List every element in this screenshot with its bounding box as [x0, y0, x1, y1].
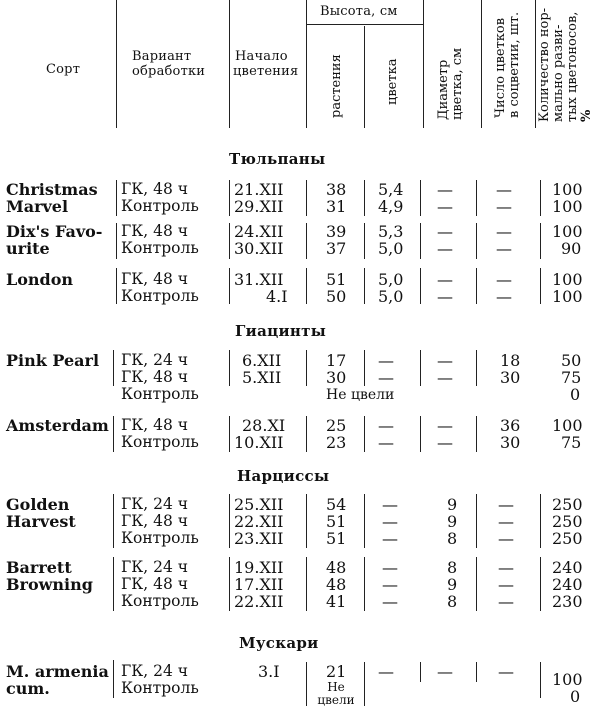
flower-cell: — [382, 558, 398, 577]
row-divider [540, 662, 541, 698]
row-divider [306, 494, 307, 548]
row-divider [229, 494, 230, 548]
row-divider [364, 180, 365, 216]
sort-cell: Pink Pearl [6, 351, 100, 370]
flower-cell: — [378, 351, 394, 370]
plant-cell: 31 [326, 197, 347, 216]
header-variant-2: обработки [132, 64, 206, 79]
sort-cell: Harvest [6, 512, 76, 531]
variant-cell: ГК, 48 ч [121, 270, 189, 288]
header-start-1: Начало [235, 49, 288, 64]
quantity-cell: 100 [552, 222, 583, 241]
count-cell: — [498, 592, 514, 611]
row-divider [306, 557, 307, 611]
sort-cell: Golden [6, 495, 70, 514]
header-quantity: Количество нор- мально разви- тых цветоносов, % [537, 7, 594, 122]
start-cell: 19.XII [234, 558, 284, 577]
row-divider [540, 557, 541, 611]
sort-cell: Marvel [6, 197, 69, 216]
row-divider [476, 180, 477, 216]
plant-cell: 54 [326, 495, 347, 514]
quantity-cell: 250 [552, 495, 583, 514]
start-cell: 17.XII [234, 575, 284, 594]
start-cell: 25.XII [234, 495, 284, 514]
flower-cell: — [382, 512, 398, 531]
row-divider [229, 416, 230, 452]
sort-cell: Amsterdam [6, 416, 109, 435]
plant-cell: 17 [326, 351, 347, 370]
diameter-cell: — [437, 368, 453, 387]
header-count: Число цветков в соцветии, шт. [493, 11, 522, 118]
quantity-cell: 250 [552, 512, 583, 531]
row-divider [364, 350, 365, 386]
flower-cell: 5,0 [378, 287, 404, 306]
variant-cell: Контроль [121, 679, 199, 697]
row-divider [229, 223, 230, 259]
header-divider [364, 26, 365, 128]
row-divider [540, 268, 541, 304]
flower-cell: 5,0 [378, 270, 404, 289]
row-divider [113, 416, 114, 452]
variant-cell: ГК, 48 ч [121, 180, 189, 198]
row-divider [306, 223, 307, 259]
row-divider [306, 350, 307, 386]
plant-cell: 50 [326, 287, 347, 306]
plant-cell: 48 [326, 575, 347, 594]
start-cell: 29.XII [234, 197, 284, 216]
plant-cell: 51 [326, 512, 347, 531]
diameter-cell: 8 [447, 592, 458, 611]
count-cell: — [496, 197, 512, 216]
variant-cell: ГК, 48 ч [121, 222, 189, 240]
plant-cell: 21 [326, 662, 347, 681]
plant-cell: 30 [326, 368, 347, 387]
not-bloomed-note: Не цвели [317, 680, 355, 707]
row-divider [364, 494, 365, 548]
row-divider [476, 223, 477, 259]
variant-cell: ГК, 24 ч [121, 662, 189, 680]
header-divider [229, 0, 230, 128]
row-divider [540, 494, 541, 548]
header-plant: растения [329, 54, 344, 118]
diameter-cell: — [437, 270, 453, 289]
diameter-cell: — [437, 416, 453, 435]
quantity-cell: 0 [570, 687, 581, 706]
row-divider [540, 223, 541, 259]
section-title: Мускари [239, 634, 319, 652]
diameter-cell: — [437, 180, 453, 199]
sort-cell: Barrett [6, 558, 72, 577]
row-divider [229, 268, 230, 304]
plant-cell: 23 [326, 433, 347, 452]
diameter-cell: 9 [447, 512, 458, 531]
row-divider [476, 416, 477, 452]
header-variant-1: Вариант [132, 49, 192, 64]
count-cell: — [498, 512, 514, 531]
flower-cell: — [382, 575, 398, 594]
row-divider [476, 494, 477, 548]
row-divider [306, 180, 307, 216]
count-cell: 30 [500, 368, 521, 387]
start-cell: 5.XII [242, 368, 282, 387]
flower-cell: — [378, 416, 394, 435]
plant-cell: 38 [326, 180, 347, 199]
flower-cell: — [378, 368, 394, 387]
diameter-cell: — [437, 662, 453, 681]
variant-cell: ГК, 24 ч [121, 351, 189, 369]
count-cell: 18 [500, 351, 521, 370]
row-divider [113, 350, 114, 386]
quantity-cell: 75 [561, 433, 582, 452]
start-cell: 22.XII [234, 512, 284, 531]
diameter-cell: — [437, 222, 453, 241]
quantity-cell: 100 [552, 197, 583, 216]
sort-cell: Christmas [6, 180, 98, 199]
header-sort: Сорт [46, 62, 81, 77]
count-cell: — [496, 270, 512, 289]
section-title: Тюльпаны [229, 150, 326, 168]
plant-cell: 51 [326, 529, 347, 548]
flower-cell: 5,3 [378, 222, 404, 241]
quantity-cell: 240 [552, 575, 583, 594]
start-cell: 4.I [266, 287, 288, 306]
variant-cell: Контроль [121, 239, 199, 257]
section-title: Гиацинты [235, 322, 327, 340]
row-divider [420, 268, 421, 304]
start-cell: 31.XII [234, 270, 284, 289]
section-title: Нарциссы [237, 467, 330, 485]
plant-cell: 48 [326, 558, 347, 577]
flower-cell: 5,0 [378, 239, 404, 258]
quantity-cell: 100 [552, 416, 583, 435]
variant-cell: Контроль [121, 592, 199, 610]
row-divider [229, 557, 230, 611]
count-cell: — [498, 495, 514, 514]
count-cell: — [496, 239, 512, 258]
row-divider [364, 557, 365, 611]
plant-cell: 51 [326, 270, 347, 289]
quantity-cell: 100 [552, 270, 583, 289]
header-flower: цветка [385, 58, 400, 105]
count-cell: — [496, 287, 512, 306]
header-divider [423, 0, 424, 128]
quantity-cell: 75 [561, 368, 582, 387]
row-divider [364, 268, 365, 304]
start-cell: 30.XII [234, 239, 284, 258]
plant-cell: 25 [326, 416, 347, 435]
quantity-cell: 230 [552, 592, 583, 611]
row-divider [229, 180, 230, 216]
plant-cell: 39 [326, 222, 347, 241]
variant-cell: ГК, 48 ч [121, 416, 189, 434]
start-cell: 21.XII [234, 180, 284, 199]
row-divider [306, 268, 307, 304]
plant-cell: 41 [326, 592, 347, 611]
sort-cell: M. armenia [6, 662, 109, 681]
diameter-cell: — [437, 433, 453, 452]
start-cell: 6.XII [242, 351, 282, 370]
start-cell: 10.XII [234, 433, 284, 452]
variant-cell: ГК, 48 ч [121, 512, 189, 530]
flower-cell: 5,4 [378, 180, 404, 199]
header-top-rule [306, 24, 423, 25]
diameter-cell: — [437, 239, 453, 258]
sort-cell: Browning [6, 575, 93, 594]
quantity-cell: 100 [552, 287, 583, 306]
flower-cell: — [382, 592, 398, 611]
diameter-cell: — [437, 287, 453, 306]
header-divider [306, 0, 307, 128]
count-cell: — [498, 529, 514, 548]
quantity-cell: 50 [561, 351, 582, 370]
count-cell: — [496, 180, 512, 199]
diameter-cell: 9 [447, 575, 458, 594]
quantity-cell: 90 [561, 239, 582, 258]
row-divider [116, 180, 117, 216]
count-cell: — [498, 575, 514, 594]
count-cell: — [496, 222, 512, 241]
quantity-cell: 0 [570, 385, 581, 404]
row-divider [116, 268, 117, 304]
count-cell: 30 [500, 433, 521, 452]
flower-cell: — [382, 529, 398, 548]
count-cell: 36 [500, 416, 521, 435]
quantity-cell: 240 [552, 558, 583, 577]
row-divider [364, 416, 365, 452]
variant-cell: ГК, 24 ч [121, 495, 189, 513]
start-cell: 24.XII [234, 222, 284, 241]
diameter-cell: 8 [447, 558, 458, 577]
variant-cell: Контроль [121, 385, 199, 403]
diameter-cell: — [437, 351, 453, 370]
row-divider [113, 660, 114, 698]
start-cell: 3.I [258, 662, 280, 681]
row-divider [420, 662, 421, 682]
start-cell: 23.XII [234, 529, 284, 548]
row-divider [420, 180, 421, 216]
diameter-cell: 8 [447, 529, 458, 548]
row-divider [540, 180, 541, 216]
variant-cell: ГК, 24 ч [121, 558, 189, 576]
header-divider [535, 0, 536, 128]
row-divider [364, 223, 365, 259]
row-divider [229, 350, 230, 386]
variant-cell: Контроль [121, 433, 199, 451]
start-cell: 28.XI [242, 416, 286, 435]
row-divider [476, 268, 477, 304]
row-divider [116, 223, 117, 259]
sort-cell: London [6, 270, 74, 289]
row-divider [476, 557, 477, 611]
flower-cell: — [378, 433, 394, 452]
count-cell: — [498, 662, 514, 681]
row-divider [476, 350, 477, 386]
variant-cell: ГК, 48 ч [121, 368, 189, 386]
row-divider [420, 223, 421, 259]
diameter-cell: 9 [447, 495, 458, 514]
header-diameter: Диаметр цветка, см [436, 47, 465, 120]
count-cell: — [498, 558, 514, 577]
variant-cell: Контроль [121, 529, 199, 547]
row-divider [364, 662, 365, 706]
row-divider [306, 662, 307, 706]
row-divider [306, 416, 307, 452]
sort-cell: Dix's Favo- [6, 222, 103, 241]
header-divider [116, 0, 117, 128]
header-height: Высота, см [320, 4, 398, 19]
row-divider [113, 494, 114, 548]
header-divider [481, 0, 482, 128]
diameter-cell: — [437, 197, 453, 216]
variant-cell: Контроль [121, 197, 199, 215]
row-divider [420, 350, 421, 386]
flower-cell: — [382, 495, 398, 514]
flower-cell: 4,9 [378, 197, 404, 216]
not-bloomed-note: Не цвели [326, 387, 395, 403]
header-start-2: цветения [233, 64, 299, 79]
plant-cell: 37 [326, 239, 347, 258]
variant-cell: ГК, 48 ч [121, 575, 189, 593]
row-divider [113, 557, 114, 611]
sort-cell: urite [6, 239, 50, 258]
quantity-cell: 100 [552, 670, 583, 689]
row-divider [420, 416, 421, 452]
row-divider [476, 662, 477, 682]
quantity-cell: 100 [552, 180, 583, 199]
quantity-cell: 250 [552, 529, 583, 548]
sort-cell: cum. [6, 679, 50, 698]
flower-cell: — [378, 662, 394, 681]
start-cell: 22.XII [234, 592, 284, 611]
variant-cell: Контроль [121, 287, 199, 305]
